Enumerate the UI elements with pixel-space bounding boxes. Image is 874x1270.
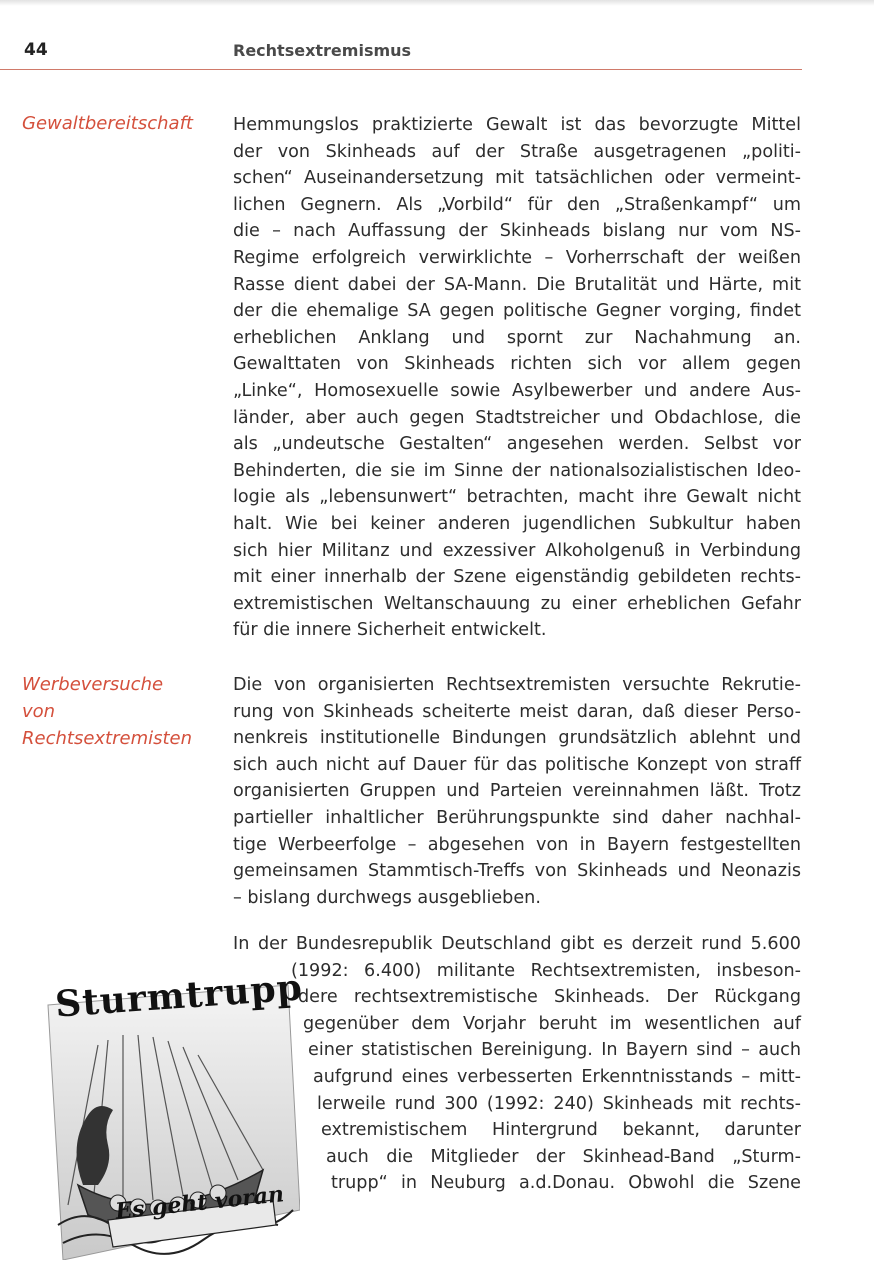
sidenote-gewaltbereitschaft xyxy=(22,110,193,137)
running-title: Rechtsextremismus xyxy=(233,41,412,60)
text-line: partieller inhaltlicher Berührungspunkte sind daher nachhal- xyxy=(233,807,801,828)
text-line: schen“ Auseinandersetzung mit tatsächlichen oder vermeint- xyxy=(233,168,801,189)
logo-lettering: Sturmtrupp xyxy=(53,966,305,1026)
text-line: Die von organisierten Rechtsextremisten versuchte Rekrutie- xyxy=(233,675,801,695)
text-line: der die ehemalige SA gegen politische Gegner vorging, findet xyxy=(233,301,801,322)
paragraph-recruitment xyxy=(233,672,801,911)
text-line: (1992: 6.400) militante Rechtsextremisten, insbeson- xyxy=(291,960,801,981)
paragraph-violence xyxy=(233,112,801,644)
page-top-edge xyxy=(0,0,874,6)
text-line: logie als „lebensunwert“ betrachten, macht ihre Gewalt nicht xyxy=(233,487,801,508)
text-line: dere rechtsextremistische Skinheads. Der Rückgang xyxy=(298,987,801,1008)
sidenote-werbeversuche xyxy=(22,671,192,752)
text-line: gemeinsamen Stammtisch-Treffs von Skinheads und Neonazis xyxy=(233,861,801,882)
text-line: die – nach Auffassung der Skinheads bislang nur vom NS- xyxy=(233,221,801,242)
header-rule xyxy=(0,69,802,70)
text-line: als „undeutsche Gestalten“ angesehen werden. Selbst vor xyxy=(233,434,801,455)
text-line: organisierten Gruppen und Parteien vereinnahmen läßt. Trotz xyxy=(233,781,801,802)
text-line: „Linke“, Homosexuelle sowie Asylbewerber und andere Aus- xyxy=(233,380,801,401)
text-line: nenkreis institutionelle Bindungen grundsätzlich ablehnt und xyxy=(233,728,801,749)
text-line: für die innere Sicherheit entwickelt. xyxy=(233,620,547,641)
text-line: lichen Gegnern. Als „Vorbild“ für den „Straßenkampf“ um xyxy=(233,194,801,215)
text-line: einer statistischen Bereinigung. In Bayern sind – auch xyxy=(308,1040,801,1061)
sidenote-line: Werbeversuche xyxy=(22,674,164,695)
text-line: sich hier Militanz und exzessiver Alkoholgenuß in Verbindung xyxy=(233,540,801,561)
text-line: erheblichen Anklang und spornt zur Nachahmung an. xyxy=(233,327,801,348)
text-line: sich auch nicht auf Dauer für das politische Konzept von straff xyxy=(233,754,801,775)
text-line: lerweile rund 300 (1992: 240) Skinheads mit rechts- xyxy=(317,1093,801,1114)
text-line: trupp“ in Neuburg a.d.Donau. Obwohl die Szene xyxy=(331,1173,801,1194)
text-line: Rasse dient dabei der SA-Mann. Die Brutalität und Härte, mit xyxy=(233,274,801,295)
text-line: mit einer innerhalb der Szene eigenständig gebildeten rechts- xyxy=(233,567,801,588)
text-line: Regime erfolgreich verwirklichte – Vorherrschaft der weißen xyxy=(233,247,801,268)
text-line: Behinderten, die sie im Sinne der nationalsozialistischen Ideo- xyxy=(233,460,801,481)
text-line: – bislang durchwegs ausgeblieben. xyxy=(233,887,541,908)
text-line: aufgrund eines verbesserten Erkenntnisstands – mitt- xyxy=(313,1066,801,1087)
text-line: rung von Skinheads scheiterte meist daran, daß dieser Perso- xyxy=(233,701,801,722)
text-line: In der Bundesrepublik Deutschland gibt es derzeit rund 5.600 xyxy=(233,934,801,954)
logo-motto: Es geht voran xyxy=(114,1181,286,1225)
paragraph-statistics xyxy=(233,931,801,1197)
text-line: tige Werbeerfolge – abgesehen von in Bayern festgestellten xyxy=(233,834,801,855)
sidenote-line: Gewaltbereitschaft xyxy=(22,113,193,134)
text-line: Hemmungslos praktizierte Gewalt ist das bevorzugte Mittel xyxy=(233,115,801,135)
text-line: auch die Mitglieder der Skinhead-Band „Sturm- xyxy=(326,1146,801,1167)
text-line: extremistischem Hintergrund bekannt, darunter xyxy=(321,1120,801,1141)
sidenote-line: Rechtsextremisten xyxy=(22,728,193,749)
text-line: Gewalttaten von Skinheads richten sich vor allem gegen xyxy=(233,354,801,375)
text-line: extremistischen Weltanschauung zu einer erheblichen Gefahr xyxy=(233,593,801,614)
text-line: halt. Wie bei keiner anderen jugendlichen Subkultur haben xyxy=(233,513,801,534)
page-number: 44 xyxy=(24,40,48,60)
sidenote-line: von xyxy=(22,701,56,722)
text-line: gegenüber dem Vorjahr beruht im wesentlichen auf xyxy=(303,1013,801,1034)
text-line: der von Skinheads auf der Straße ausgetragenen „politi- xyxy=(233,141,801,162)
text-line: länder, aber auch gegen Stadtstreicher und Obdachlose, die xyxy=(233,407,801,428)
